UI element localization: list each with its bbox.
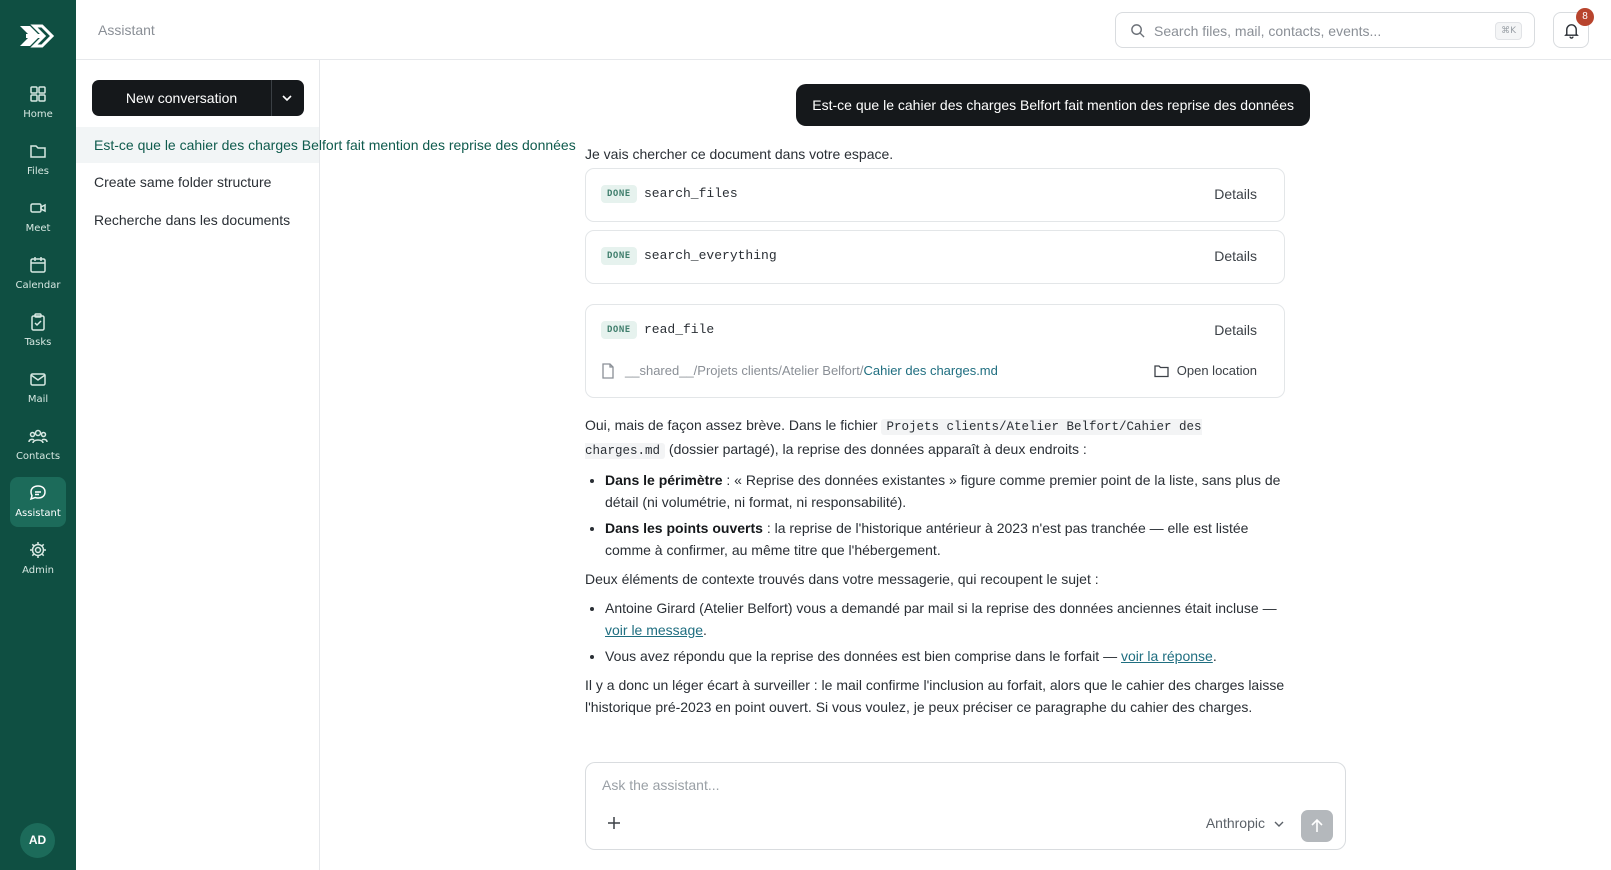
chevron-down-icon[interactable] xyxy=(279,90,295,106)
list-item-text: : « Reprise des données existantes » figure comme premier point de la liste, sans plus de détail (ni volumétrie, ni format, ni responsabilité). xyxy=(605,472,1281,510)
open-location-label: Open location xyxy=(1176,363,1257,378)
rail-item-home[interactable] xyxy=(10,78,66,128)
answer-text: Oui, mais de façon assez brève. Dans le fichier xyxy=(585,417,882,433)
conversation-sidebar xyxy=(76,60,576,870)
chat-area xyxy=(320,60,1611,870)
rail-item-calendar[interactable] xyxy=(10,249,66,299)
tool-call-card xyxy=(585,168,1285,222)
status-badge: DONE xyxy=(601,185,637,203)
global-search[interactable] xyxy=(1115,12,1535,48)
rail-label: Calendar xyxy=(15,280,61,291)
rail-label: Tasks xyxy=(24,337,52,348)
bell-icon xyxy=(1563,22,1580,39)
list-item-text: : la reprise de l'historique antérieur à 2023 n'est pas tranchée — elle est listée comme à confirmer, au même titre que l'hébergement. xyxy=(605,520,1249,558)
model-name: Anthropic xyxy=(1205,815,1265,831)
user-message: Est-ce que le cahier des charges Belfort fait mention des reprise des données xyxy=(796,84,1310,126)
status-badge: DONE xyxy=(601,247,637,265)
calendar-icon xyxy=(28,255,48,275)
open-location-button[interactable] xyxy=(1177,363,1257,378)
rail-label: Meet xyxy=(25,223,51,234)
rail-item-contacts[interactable] xyxy=(10,420,66,470)
video-icon xyxy=(28,198,48,218)
list-item xyxy=(605,517,1287,561)
list-item-end: . xyxy=(703,622,707,638)
file-path-code: Projets clients/Atelier Belfort/Cahier des charges.md xyxy=(585,420,1202,458)
file-icon xyxy=(601,363,615,379)
status-badge: DONE xyxy=(601,321,637,339)
answer-text: (dossier partagé), la reprise des données apparaît à deux endroits : xyxy=(665,441,1087,457)
rail-item-tasks[interactable] xyxy=(10,306,66,356)
list-item xyxy=(605,645,1287,667)
split-divider xyxy=(271,80,272,116)
conversation-item[interactable]: Recherche dans les documents xyxy=(94,212,291,228)
rail-label: Mail xyxy=(27,394,49,405)
composer-input[interactable] xyxy=(602,777,1322,801)
details-button[interactable]: Details xyxy=(1214,186,1257,202)
list-item-end: . xyxy=(1212,648,1217,664)
users-icon xyxy=(28,426,48,446)
rail-label: Files xyxy=(27,166,49,177)
new-conversation-button[interactable]: New conversation xyxy=(125,90,238,106)
folder-icon xyxy=(1154,364,1169,378)
details-button[interactable]: Details xyxy=(1214,248,1257,264)
arrow-up-icon xyxy=(1309,818,1325,834)
folder-icon xyxy=(28,141,48,161)
answer-paragraph: Deux éléments de contexte trouvés dans votre messagerie, qui recoupent le sujet : xyxy=(585,571,1099,587)
search-input[interactable] xyxy=(1154,20,1474,42)
rail-item-admin[interactable] xyxy=(10,534,66,584)
answer-list xyxy=(605,469,1287,561)
user-avatar[interactable]: AD xyxy=(20,823,55,858)
rail-label: Home xyxy=(23,109,53,120)
chat-sparkle-icon xyxy=(28,483,48,503)
list-item-text: Antoine Girard (Atelier Belfort) vous a demandé par mail si la reprise des données anciennes était incluse — xyxy=(605,600,1277,616)
tool-name: search_files xyxy=(644,186,738,201)
list-item-heading: Dans le périmètre xyxy=(605,472,723,488)
answer-paragraph xyxy=(585,414,1287,462)
rail-item-files[interactable] xyxy=(10,135,66,185)
assistant-intro: Je vais chercher ce document dans votre espace. xyxy=(585,146,894,162)
conversation-item[interactable]: Create same folder structure xyxy=(94,174,272,190)
details-button[interactable]: Details xyxy=(1214,322,1257,338)
tool-call-card xyxy=(585,304,1285,398)
send-button[interactable] xyxy=(1301,810,1333,842)
rail-label: Admin xyxy=(22,565,54,576)
answer-paragraph: Il y a donc un léger écart à surveiller : le mail confirme l'inclusion au forfait, alors que le cahier des charges laisse l'historique pré-2023 en point ouvert. Si vous voulez, je peux préciser ce paragraphe du cahier des charges. xyxy=(585,677,1285,715)
message-composer xyxy=(585,762,1346,850)
list-item-text: Vous avez répondu que la reprise des données est bien comprise dans le forfait — xyxy=(605,648,1121,664)
reply-link[interactable]: voir la réponse xyxy=(1120,648,1213,664)
gear-icon xyxy=(28,540,48,560)
plus-icon[interactable] xyxy=(606,815,622,831)
rail-item-mail[interactable] xyxy=(10,363,66,413)
list-item xyxy=(605,597,1287,641)
rail-label: Contacts xyxy=(15,451,61,462)
clipboard-check-icon xyxy=(28,312,48,332)
assistant-answer xyxy=(585,414,1287,725)
grid-icon xyxy=(28,84,48,104)
file-name-link[interactable]: Cahier des charges.md xyxy=(863,363,998,378)
message-link[interactable]: voir le message xyxy=(605,622,704,638)
notification-badge: 8 xyxy=(1576,8,1594,26)
tool-name: search_everything xyxy=(644,248,777,263)
rail-item-meet[interactable] xyxy=(10,192,66,242)
file-path-prefix: __shared__/Projets clients/Atelier Belfort/ xyxy=(625,363,864,378)
notifications-button[interactable] xyxy=(1553,12,1589,48)
rail-label: Assistant xyxy=(15,508,61,519)
list-item xyxy=(605,469,1287,513)
file-reference xyxy=(601,361,1257,381)
app-logo-icon[interactable] xyxy=(18,22,58,50)
chevron-down-icon xyxy=(1273,818,1285,830)
answer-list xyxy=(605,597,1287,667)
page-title: Assistant xyxy=(98,22,155,38)
conversation-item[interactable]: Est-ce que le cahier des charges Belfort fait mention des reprise des données xyxy=(76,127,319,163)
app-rail xyxy=(0,0,76,870)
model-selector[interactable] xyxy=(1206,815,1285,831)
tool-call-card xyxy=(585,230,1285,284)
rail-item-assistant[interactable] xyxy=(10,477,66,527)
new-conversation-split-button xyxy=(92,80,304,116)
tool-name: read_file xyxy=(644,322,715,337)
file-path xyxy=(625,363,998,378)
list-item-heading: Dans les points ouverts xyxy=(605,520,763,536)
search-shortcut: ⌘K xyxy=(1495,22,1522,40)
mail-icon xyxy=(28,369,48,389)
search-icon xyxy=(1130,23,1145,38)
top-bar xyxy=(76,0,1611,60)
